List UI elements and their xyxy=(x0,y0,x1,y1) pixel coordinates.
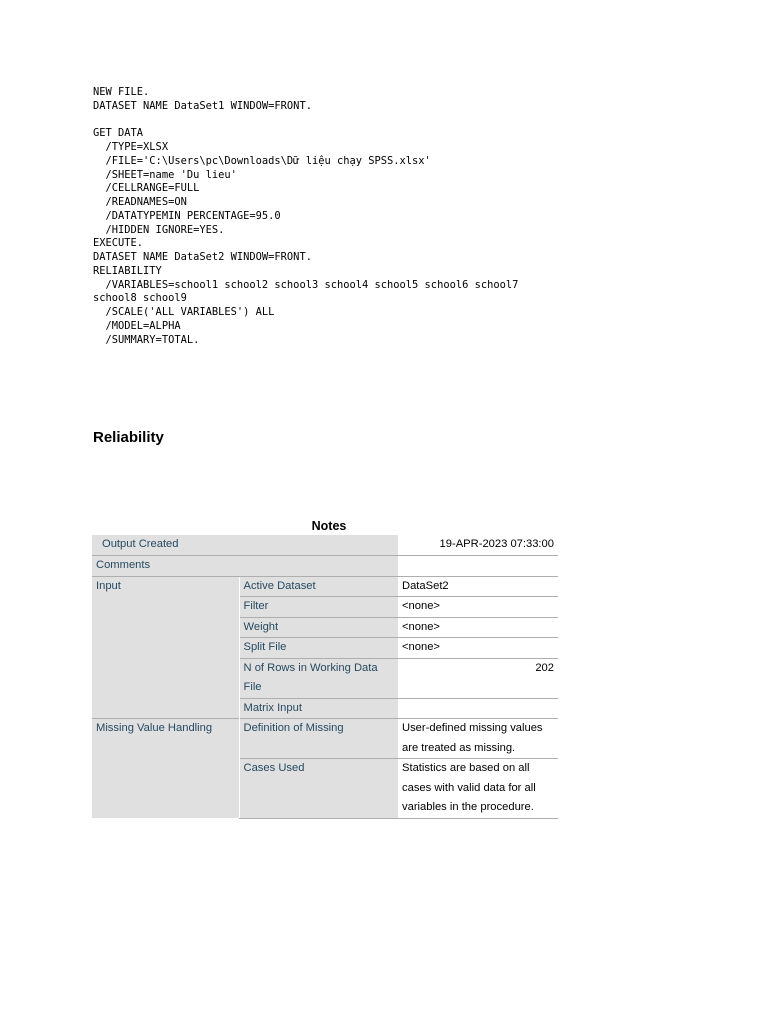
syntax-line: /SCALE('ALL VARIABLES') ALL xyxy=(93,306,275,318)
weight-value: <none> xyxy=(398,617,558,638)
syntax-line: /SUMMARY=TOTAL. xyxy=(93,333,200,346)
table-row xyxy=(92,556,558,577)
syntax-line: RELIABILITY xyxy=(93,264,162,277)
syntax-line: /VARIABLES=school1 school2 school3 school4 school5 school6 school7 xyxy=(93,278,519,291)
syntax-line: GET DATA xyxy=(93,127,144,140)
syntax-block xyxy=(93,86,713,347)
filter-label: Filter xyxy=(239,597,398,618)
n-rows-label: N of Rows in Working Data File xyxy=(239,658,398,698)
section-title: Reliability xyxy=(93,429,164,446)
missing-value-handling-label: Missing Value Handling xyxy=(92,719,239,819)
active-dataset-label: Active Dataset xyxy=(239,576,398,597)
matrix-input-value xyxy=(398,698,558,719)
input-label: Input xyxy=(92,576,239,719)
syntax-line xyxy=(93,114,713,128)
syntax-line: /TYPE=XLSX xyxy=(93,141,169,153)
filter-value: <none> xyxy=(398,597,558,618)
comments-value xyxy=(398,556,558,577)
notes-title: Notes xyxy=(311,519,347,533)
syntax-line: /READNAMES=ON xyxy=(93,196,187,208)
n-rows-value: 202 xyxy=(398,658,558,698)
syntax-line: DATASET NAME DataSet2 WINDOW=FRONT. xyxy=(93,251,312,263)
syntax-line: school8 school9 xyxy=(93,292,187,305)
notes-pivot-table[interactable] xyxy=(92,518,558,819)
cases-used-label: Cases Used xyxy=(239,759,398,819)
definition-of-missing-label: Definition of Missing xyxy=(239,719,398,759)
split-file-value: <none> xyxy=(398,638,558,659)
cases-used-value: Statistics are based on all cases with valid data for all variables in the procedure. xyxy=(398,759,558,819)
active-dataset-value: DataSet2 xyxy=(398,576,558,597)
syntax-line: /CELLRANGE=FULL xyxy=(93,182,200,195)
syntax-line: /FILE='C:\Users\pc\Downloads\Dữ liệu chạy SPSS.xlsx' xyxy=(93,154,431,167)
syntax-line: /HIDDEN IGNORE=YES. xyxy=(93,223,225,236)
syntax-line: /SHEET=name 'Du lieu' xyxy=(93,168,237,181)
syntax-line: DATASET NAME DataSet1 WINDOW=FRONT. xyxy=(93,99,312,112)
matrix-input-label: Matrix Input xyxy=(239,698,398,719)
syntax-line: EXECUTE. xyxy=(93,237,144,250)
syntax-line: /DATATYPEMIN PERCENTAGE=95.0 xyxy=(93,209,281,222)
output-created-label: Output Created xyxy=(92,535,398,556)
comments-label: Comments xyxy=(92,556,398,577)
output-created-value: 19-APR-2023 07:33:00 xyxy=(398,535,558,556)
table-row xyxy=(92,535,558,556)
table-row xyxy=(92,576,558,597)
notes-table xyxy=(92,535,558,819)
syntax-line: /MODEL=ALPHA xyxy=(93,319,181,332)
syntax-line: NEW FILE. xyxy=(93,86,150,98)
table-row xyxy=(92,719,558,759)
weight-label: Weight xyxy=(239,617,398,638)
split-file-label: Split File xyxy=(239,638,398,659)
definition-of-missing-value: User-defined missing values are treated as missing. xyxy=(398,719,558,759)
